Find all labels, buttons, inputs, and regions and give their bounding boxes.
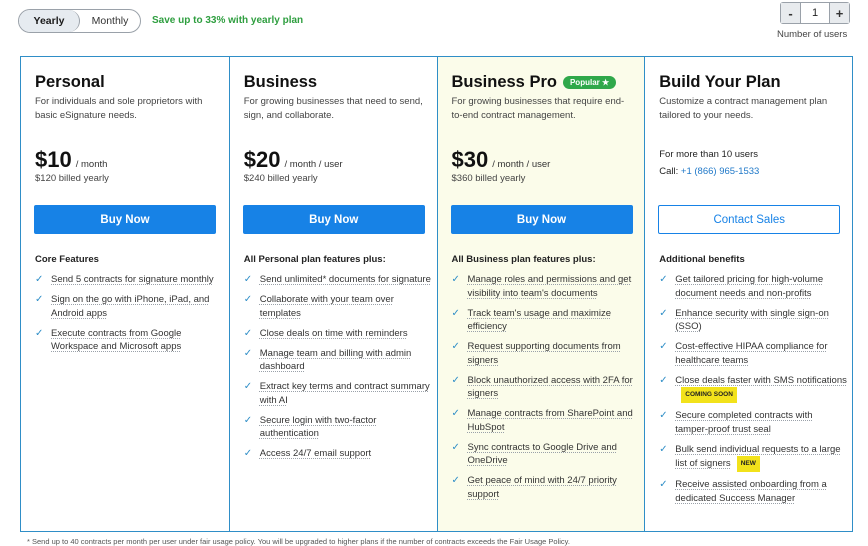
price-row [35,147,107,173]
plan-name-text: Business Pro [451,73,557,91]
plan-price: $10 [35,147,72,172]
billed-yearly: $120 billed yearly [35,173,109,184]
check-icon: ✓ [35,327,44,339]
feature-text: Get peace of mind with 24/7 priority support [467,475,617,500]
feature-text: Cost-effective HIPAA compliance for healthcare teams [675,341,828,366]
feature-text: Receive assisted onboarding from a dedicated Success Manager [675,479,827,504]
billing-option-yearly[interactable]: Yearly [19,10,80,32]
feature-text: Send 5 contracts for signature monthly [51,274,214,285]
feature-text: Block unauthorized access with 2FA for signers [467,374,633,399]
plan-description: Customize a contract management plan tailored to your needs. [659,96,828,121]
feature-list [244,273,432,467]
features-heading: All Business plan features plus: [451,254,596,265]
check-icon: ✓ [243,327,253,339]
plan-card-build-your-plan [644,57,852,531]
feature-text: Send unlimited* documents for signature [259,274,431,285]
feature-item [244,273,432,287]
feature-text: Extract key terms and contract summary with AI [259,381,430,406]
feature-item [452,273,640,300]
check-icon: ✓ [451,307,460,319]
check-icon: ✓ [451,408,460,419]
feature-text: Close deals on time with reminders [259,327,408,339]
feature-text: Enhance security with single sign-on (SSO) [675,307,829,332]
contact-sales-button[interactable]: Contact Sales [658,205,840,234]
feature-item [659,374,847,403]
plan-description: For individuals and sole proprietors with basic eSignature needs. [35,96,203,121]
feature-text: Execute contracts from Google Workspace and Microsoft apps [51,327,182,352]
feature-text: Manage roles and permissions and get visibility into team's documents [467,274,632,299]
feature-item [35,293,223,320]
users-label: Number of users [777,29,848,40]
feature-item [659,273,847,300]
plan-card-business [229,57,437,531]
check-icon: ✓ [243,294,253,305]
buy-now-button[interactable]: Buy Now [451,205,633,234]
feature-item [452,441,640,468]
buy-now-button[interactable]: Buy Now [34,205,216,234]
feature-item [659,478,847,505]
check-icon: ✓ [451,341,460,352]
plan-name [244,73,317,92]
feature-item [35,273,223,287]
feature-text: Get tailored pricing for high-volume document needs and non-profits [675,274,824,299]
price-unit: / month [75,159,108,170]
feature-text: Secure completed contracts with tamper-proof trust seal [675,410,813,435]
phone-link[interactable]: +1 (866) 965-1533 [680,166,760,177]
feature-item [244,447,432,461]
feature-text: Track team's usage and maximize efficiency [467,307,611,332]
feature-item [244,347,432,374]
feature-item [244,327,432,341]
feature-item [452,407,640,434]
check-icon: ✓ [243,414,253,426]
billing-option-monthly[interactable]: Monthly [91,15,129,27]
plan-name-text: Build Your Plan [659,73,781,91]
check-icon: ✓ [659,307,668,319]
call-line [659,166,759,177]
plan-name [659,73,780,92]
feature-text: Request supporting documents from signers [467,341,621,366]
plan-price: $30 [451,147,489,172]
feature-item [452,307,640,334]
plan-card-personal [21,57,229,531]
fair-usage-footnote: * Send up to 40 contracts per month per user under fair usage policy. You will be upgraded to higher plans if the number of contracts exceeds the Fair Usage Policy. [27,537,570,546]
feature-text: Collaborate with your team over templates [259,294,394,319]
feature-item [244,380,432,407]
increment-users-button[interactable]: + [830,3,849,23]
price-unit: / month / user [284,159,343,170]
feature-item [244,293,432,320]
check-icon: ✓ [451,441,460,453]
plan-description: For growing businesses that need to send, sign, and collaborate. [243,96,423,121]
users-count-value[interactable]: 1 [800,3,830,23]
feature-text: Access 24/7 email support [259,448,372,459]
plan-name-text: Personal [35,73,105,91]
price-unit: / month / user [492,159,551,170]
feature-text: Manage contracts from SharePoint and HubSpot [467,408,633,433]
plan-price: $20 [243,147,281,172]
check-icon: ✓ [659,341,668,352]
billed-yearly: $360 billed yearly [451,173,526,184]
check-icon: ✓ [35,294,44,305]
feature-item [35,327,223,354]
check-icon: ✓ [659,443,668,455]
feature-text: Sign on the go with iPhone, iPad, and Android apps [51,294,210,319]
check-icon: ✓ [35,274,44,285]
check-icon: ✓ [243,381,253,392]
check-icon: ✓ [659,374,668,386]
features-heading: All Personal plan features plus: [243,254,386,265]
features-heading: Core Features [35,254,99,265]
check-icon: ✓ [451,475,460,486]
more-than-users: For more than 10 users [659,149,758,160]
check-icon: ✓ [659,479,668,490]
price-row [244,147,343,173]
billed-yearly: $240 billed yearly [243,173,318,184]
feature-list [659,273,847,512]
feature-item [452,374,640,401]
feature-text: Manage team and billing with admin dashboard [259,347,412,372]
feature-item [659,409,847,436]
call-label: Call: [659,166,679,177]
feature-item [244,414,432,441]
feature-list [452,273,640,508]
plan-name [452,73,617,92]
feature-text: Close deals faster with SMS notifications [675,374,847,386]
popular-badge: Popular ★ [563,76,616,89]
users-stepper [780,2,850,24]
feature-item [659,307,847,334]
billing-toggle[interactable] [18,9,141,33]
save-note: Save up to 33% with yearly plan [152,15,304,26]
plan-name [35,73,105,92]
plan-description: For growing businesses that require end-to-end contract management. [451,96,625,121]
new-tag: NEW [737,456,760,472]
feature-item [452,340,640,367]
plan-name-text: Business [243,73,318,91]
feature-item [452,474,640,501]
buy-now-button[interactable]: Buy Now [243,205,425,234]
coming-soon-tag: COMING SOON [681,387,737,403]
feature-item [659,340,847,367]
check-icon: ✓ [243,347,253,359]
feature-text: Bulk send individual requests to a large list of signers [675,443,841,469]
price-row [452,147,551,173]
feature-item [659,443,847,472]
decrement-users-button[interactable]: - [781,3,800,23]
feature-list [35,273,223,360]
check-icon: ✓ [451,274,460,285]
check-icon: ✓ [659,274,668,285]
plan-card-business-pro [437,57,645,531]
feature-text: Sync contracts to Google Drive and OneDrive [467,441,617,466]
check-icon: ✓ [451,374,460,386]
check-icon: ✓ [659,410,668,421]
plans-grid [20,56,853,532]
check-icon: ✓ [243,448,253,459]
features-heading: Additional benefits [659,254,745,265]
feature-text: Secure login with two-factor authentication [259,414,377,439]
check-icon: ✓ [243,274,253,285]
